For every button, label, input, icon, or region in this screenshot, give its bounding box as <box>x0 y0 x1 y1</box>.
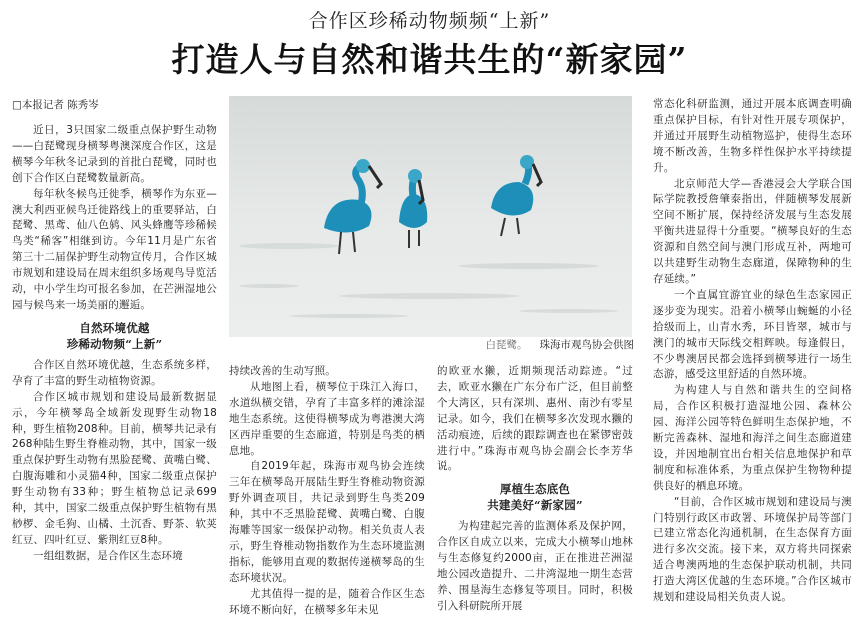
column-2 <box>229 364 425 619</box>
photo-tag: 白琵鹭。 <box>485 339 528 351</box>
photo-credit: 珠海市观鸟协会供图 <box>539 339 634 351</box>
paragraph: 每年秋冬候鸟迁徙季，横琴作为东亚—澳大利西亚候鸟迁徙路线上的重要驿站，白琵鹭、黑鸢、仙八色鸫、风头蜂鹰等珍稀候鸟类“稀客”相继到访。今年11月是广东省第三十二届保护野生动物宣传月，合作区城市规划和建设局在周末组织多场观鸟导览活动，中小学生均可报名参加，在芒洲湿地公园与候鸟来一场美丽的邂逅。 <box>12 187 217 311</box>
paragraph: “目前，合作区城市规划和建设局与澳门特别行政区市政署、环境保护局等部门已建立常态化沟通机制，在生态保育方面进行多次交流。接下来，双方将共同探索适合粤澳两地的生态保护联动机制，共同打造大湾区优越的生态环境。”合作区城市规划和建设局相关负责人说。 <box>653 495 852 604</box>
paragraph: 常态化科研监测，通过开展本底调查明确重点保护目标，有针对性开展专项保护，并通过开展野生动植物巡护，使得生态环境不断改善，生物多样性保护水平持续提升。 <box>653 98 852 174</box>
paragraph: 一个直属宜游宜业的绿色生态家园正逐步变为现实。沿着小横琴山蜿蜒的小径拾级而上，山青水秀，环目皆翠，城市与澳门的城市天际线交相辉映。每逢假日，不少粤澳居民都会选择到横琴进行一场生态游，感受这里舒适的自然环境。 <box>653 288 852 381</box>
column-1 <box>12 123 217 565</box>
paragraph: 合作区城市规划和建设局最新数据显示，今年横琴岛全域新发现野生动物18种，野生植物208种。目前，横琴共记录有268种陆生野生脊椎动物，其中，国家一级重点保护野生动物有黑脸琵鹭、黄嘴白鹭、白腹海雕和小灵猫4种，国家二级重点保护野生动物有33种；野生植物总记录699种，其中，国家二级重点保护野生植物有黑桫椤、金毛狗、山橘、土沉香、野茶、软荚红豆、四叶红豆、紫荆红豆8种。 <box>12 390 217 546</box>
column-3 <box>437 364 633 615</box>
byline: □本报记者 陈秀岑 <box>12 99 99 111</box>
paragraph: 合作区自然环境优越，生态系统多样，孕育了丰富的野生动植物资源。 <box>12 358 217 387</box>
paragraph: 为构建人与自然和谐共生的空间格局，合作区积极打造湿地公园、森林公园、海洋公园等特色鲜明生态保护地，不断完善森林、湿地和海洋之间生态廊道建设，并因地制宜出台相关信息地保护和草制度和标准体系，为重点保护生物物种提供良好的栖息环境。 <box>653 384 852 492</box>
column-4 <box>653 97 852 606</box>
paragraph: 为构建起完善的监测体系及保护网，合作区自成立以来，完成大小横琴山地林与生态修复约2000亩，正在推进芒洲湿地公园改造提升、二井湾湿地一期生态营养、围垦海生态修复等项目。同时，积极引入科研院所开展 <box>437 520 633 612</box>
article-photo <box>229 96 632 337</box>
paragraph: 尤其值得一提的是，随着合作区生态环境不断向好，在横琴多年未见 <box>229 587 425 616</box>
paragraph: 近日，3只国家二级重点保护野生动物——白琵鹭现身横琴粤澳深度合作区，这是横琴今年秋冬记录到的首批白琵鹭，同时也创下合作区白琵鹭数量新高。 <box>12 124 217 184</box>
subhead-line: 厚植生态底色 <box>499 482 571 497</box>
paragraph: 一组组数据，是合作区生态环境 <box>33 549 183 562</box>
paragraph: 持续改善的生动写照。 <box>229 365 336 377</box>
paragraph: 从地图上看，横琴位于珠江入海口，水道纵横交错，孕育了丰富多样的滩涂湿地生态系统。这使得横琴成为粤港澳大湾区西岸重要的生态廊道，特别是鸟类的栖息地。 <box>229 380 425 457</box>
section-subhead <box>437 481 633 513</box>
section-subhead <box>12 320 217 352</box>
subhead-line: 自然环境优越 <box>79 320 150 335</box>
photo-caption <box>450 337 634 353</box>
paragraph: 北京师范大学—香港浸会大学联合国际学院教授詹肇泰指出，伴随横琴发展新空间不断扩展，保持经济发展与生态发展平衡共进显得十分重要。“横琴良好的生态资源和自然空间与澳门形成互补，两地可以共建野生动物生态廊道，保障物种的生存延续。” <box>653 177 852 285</box>
paragraph: 的欧亚水獭，近期频现活动踪迹。“过去，欧亚水獭在广东分布广泛，但目前整个大湾区，只有深圳、惠州、南沙有零星记录。如今，我们在横琴多次发现水獭的活动痕迹，后续的跟踪调查也在紧锣密鼓进行中。”珠海市观鸟协会副会长李芳华说。 <box>437 365 633 473</box>
spoonbills-photo <box>229 96 632 337</box>
subhead-line: 珍稀动物频“上新” <box>66 336 163 351</box>
subhead-line: 共建美好“新家园” <box>487 498 583 513</box>
paragraph: 自2019年起，珠海市观鸟协会连续三年在横琴岛开展陆生野生脊椎动物资源野外调查项目，共记录到野生鸟类209种，其中不乏黑脸琵鹭、黄嘴白鹭、白腹海雕等国家一级保护动物。相关负责人表示，野生脊椎动物指数作为生态环境监测指标，能够用直观的数据传递横琴岛的生态环境状况。 <box>229 460 425 584</box>
article-kicker: 合作区珍稀动物频频“上新” <box>308 10 551 32</box>
article-headline: 打造人与自然和谐共生的“新家园” <box>171 40 688 79</box>
